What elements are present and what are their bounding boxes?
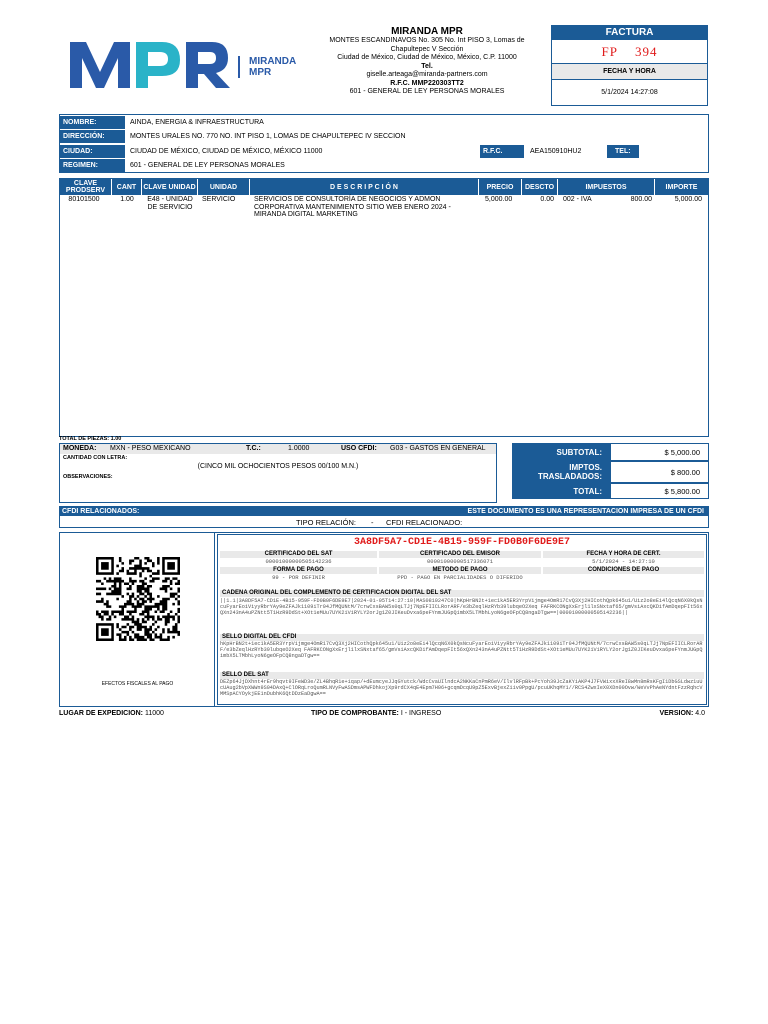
cell-precio: 5,000.00 (485, 196, 513, 203)
lugar-expedicion-label: LUGAR DE EXPEDICION: (59, 710, 144, 717)
condiciones-pago-label: CONDICIONES DE PAGO (543, 567, 704, 574)
receptor-tel-label: TEL: (607, 145, 639, 158)
subtotal-row (512, 443, 709, 461)
fecha-cert-value: 5/1/2024 - 14:27:10 (592, 558, 655, 565)
metodo-pago-label: METODO DE PAGO (379, 567, 541, 574)
cfdi-relacionados-body (60, 517, 708, 528)
col-descto: DESCTO (522, 179, 558, 195)
lugar-expedicion-value: 11000 (144, 710, 164, 717)
uso-cfdi-label: USO CFDI: (341, 445, 377, 452)
receptor-regimen: 601 - GENERAL DE LEY PERSONAS MORALES (130, 162, 285, 169)
cfdi-relacionados (59, 506, 709, 528)
cert-sat-value: 00001000000505142236 (265, 558, 332, 565)
cell-descto: 0.00 (540, 196, 554, 203)
emisor-rfc: R.F.C. MMP220303TT2 (390, 79, 464, 87)
total-value: $ 5,800.00 (610, 483, 709, 499)
tc-value: 1.0000 (288, 445, 310, 452)
cell-clave-prodserv: 80101500 (68, 196, 100, 203)
folio-fiscal-uuid: 3A8DF5A7-CD1E-4B15-959F-FD0B0F6DE9E7 (353, 537, 571, 548)
cfdi-representacion-note: ESTE DOCUMENTO ES UNA REPRESENTACION IMPRESA DE UN CFDI (467, 508, 704, 515)
folio-number: 394 (634, 44, 658, 59)
cfdi-relacionados-title: CFDI RELACIONADOS: (62, 508, 140, 515)
col-impuestos: IMPUESTOS (558, 179, 655, 195)
metodo-pago-value: PPD - PAGO EN PARCIALIDADES O DIFERIDO (397, 574, 523, 581)
forma-pago-label: FORMA DE PAGO (220, 567, 377, 574)
moneda-label: MONEDA: (63, 445, 97, 452)
col-clave-unidad: CLAVE UNIDAD (142, 179, 198, 195)
sello-cfdi-value: hKpHrBN2t+1ec1kA5ER3YrpVijmge4OmR17CvQ3Xj2HICothQpk645u1/Uiz2o8eEi4lQcqN6X0kQsNcuFyarEoiViyyRbrYAy9eZFAJk1109iTr04JfMQUNtM/7crwCxsBAW5s0qLTJj7NpEFIICLRorARF/e3bZeqlHzRYb39lubqeO2Xeq FAFRKCONgXxErjl1lxSNxtaf65/gmVsiAxcQKDifAmDqepFIt56xQXn243nA4uPZNtt5T1HzR9DdSt+XOt1eMUu7UYK2iViRYLY2orJg1Z0JIKeuDvxa6peFYnmJUGpQimbX5LTMbhLyoN6geOFpCQ8ngaDTgw== (220, 641, 703, 660)
sat-timbre (59, 532, 709, 707)
brand-text-line2: MPR (249, 67, 272, 78)
qr-code-icon (96, 557, 180, 641)
total-row (512, 483, 709, 499)
receptor-rfc-label: R.F.C. (480, 145, 524, 158)
fecha-hora-value: 5/1/2024 14:27:08 (601, 89, 658, 96)
receptor-ciudad-label: CIUDAD: (60, 145, 125, 158)
factura-title: FACTURA (552, 26, 707, 40)
moneda-value: MXN - PESO MEXICANO (110, 445, 191, 452)
receptor-direccion: MONTES URALES NO. 770 NO. INT PISO 1, LOMAS DE CHAPULTEPEC IV SECCION (130, 133, 406, 140)
tc-label: T.C.: (246, 445, 261, 452)
impuestos-value: $ 800.00 (610, 461, 709, 483)
brand-text-line1: MIRANDA (249, 56, 297, 67)
forma-pago-value: 99 - POR DEFINIR (272, 574, 325, 581)
footer (59, 709, 709, 719)
col-clave-prodserv: CLAVE PRODSERV (60, 179, 112, 195)
col-precio: PRECIO (479, 179, 522, 195)
cert-emisor-label: CERTIFICADO DEL EMISOR (379, 551, 541, 558)
cadena-original-value: ||1.1|3A8DF5A7-CD1E-4B15-959F-FD0B0F6DE9E7|2024-01-05T14:27:10|MAS0810247C0|hKpHrBN2t+1ec1kA5ER3YrpVijmge4OmR17CvQ3Xj2HICothQpk645u1/Uiz2o8eEi4lQcqN6X0kQsNcuFyarEoiViyyRbrYAy9eZFAJk1109iTr04JfMQUNtM/7crwCxsBAW5s0qLTJj7NpEFIICLRorARF/e3bZeqlHzRYb39lubqeO2Xeq FAFRKCONgXxErjl1lxSNxtaf65/gmVsiAxcQKDifAmDqepFIt56xQXn243nA4uPZNtt5T1HzR9DdSt+XOt1eMUu7UYK2iViRYLY2orJg1Z0JIKeuDvxa6peFYnmJUGpQimbX5LTMbhLyoN6geOFpCQ8ngaDTgw==|00001000000505142236|| (220, 598, 703, 617)
lugar-expedicion (59, 709, 164, 719)
tipo-comprobante (311, 709, 441, 719)
cell-descripcion: SERVICIOS DE CONSULTORÍA DE NEGOCIOS Y ADMON CORPORATIVA MANTENIMIENTO SITIO WEB ENERO 2024 - MIRANDA DIGITAL MARKETING (254, 196, 451, 218)
cert-emisor-value: 00001000000517336071 (426, 558, 493, 565)
cell-impuesto-monto: 800.00 (630, 196, 652, 203)
brand-text (249, 56, 296, 78)
version-value: 4.0 (695, 710, 705, 717)
receptor-rfc: AEA150910HU2 (530, 148, 582, 155)
cell-unidad: SERVICIO (202, 196, 236, 203)
observaciones-label: OBSERVACIONES: (63, 474, 113, 480)
receptor-nombre: AINDA, ENERGIA & INFRAESTRUCTURA (130, 119, 264, 126)
moneda-box (59, 443, 497, 503)
tipo-comprobante-label: TIPO DE COMPROBANTE: (311, 710, 399, 717)
emisor-email: giselle.arteaga@miranda-partners.com (366, 71, 488, 78)
receptor-ciudad: CIUDAD DE MÉXICO, CIUDAD DE MÉXICO, MÉXICO 11000 (130, 148, 323, 155)
col-cant: CANT (112, 179, 142, 195)
emisor-name: MIRANDA MPR (391, 26, 463, 37)
cantidad-letra-label: CANTIDAD CON LETRA: (63, 455, 128, 461)
folio-serie: FP (601, 44, 618, 59)
emisor-address-3: Ciudad de México, Ciudad de México, México, C.P. 11000 (337, 54, 517, 61)
tipo-comprobante-value: I - INGRESO (400, 710, 442, 717)
cell-importe: 5,000.00 (674, 196, 702, 203)
qr-caption: EFECTOS FISCALES AL PAGO (101, 681, 174, 687)
emisor-regimen: 601 - GENERAL DE LEY PERSONAS MORALES (349, 88, 505, 95)
version (659, 709, 705, 719)
tipo-relacion-value: - (371, 518, 374, 527)
items-table-header (60, 179, 708, 195)
company-logo (62, 28, 312, 98)
cadena-original-label: CADENA ORIGINAL DEL COMPLEMENTO DE CERTIFICACION DIGITAL DEL SAT (220, 590, 704, 597)
total-piezas: TOTAL DE PIEZAS: 1.00 (59, 436, 122, 442)
uso-cfdi-value: G03 - GASTOS EN GENERAL (390, 445, 486, 452)
qr-area (60, 533, 215, 706)
emisor-address-1: MONTES ESCANDINAVOS No. 305 No. Int PISO 3, Lomas de (329, 37, 525, 44)
col-importe: IMPORTE (665, 183, 698, 191)
emisor-address-2: Chapultepec V Sección (390, 45, 464, 53)
sello-sat-value: DEZp64JjDXhnt4rEr9hqvt9IFeWD3e/ZL4BhqR1e+iqap/+dEumcyeJJqGYutck/WdcCvaUIlndcA2NKKaCnPmR6eV/IlvlRFpBk+PcYoh39JcZaKYiAKP4J7FVWixxXReI8wMn8mRsKFgI1DbGSLdwz1uUcUAug2bVpXWWn9S04DAxQ+ClORqLroQumRLNVyFwASDmsAPWFDhkojXp9rdCX4qE4Epm7H06+gcqmDcqU9pZ5ExvBjexZiiv0PpgU/pcuUKhqMY1//RCS4ZwxIeX0XDn00Ovw/WeVvPhAeNYdntFzzRqhcVMMSpACYOykjEE1nDubhK6QtDDzEaDgwA== (220, 679, 703, 698)
emisor-info (312, 26, 542, 97)
cell-impuesto-tipo: 002 - IVA (563, 196, 592, 203)
cfdi-relacionado-label: CFDI RELACIONADO: (386, 518, 463, 527)
total-label: TOTAL: (512, 483, 610, 499)
cell-clave-unidad: E48 - UNIDAD DE SERVICIO (147, 196, 193, 211)
receptor-box (59, 114, 709, 173)
receptor-regimen-label: REGIMEN: (60, 159, 125, 172)
sello-cfdi-label: SELLO DIGITAL DEL CFDI (220, 634, 704, 641)
sat-info (217, 534, 707, 705)
col-descripcion: D E S C R I P C I Ó N (250, 179, 479, 195)
cantidad-letra: (CINCO MIL OCHOCIENTOS PESOS 00/100 M.N.) (197, 463, 359, 470)
col-unidad: UNIDAD (198, 179, 250, 195)
moneda-row (60, 444, 496, 454)
version-label: VERSION: (659, 710, 694, 717)
cfdi-relacionados-header (60, 507, 708, 516)
cell-cant: 1.00 (120, 196, 134, 203)
totals-box (512, 443, 709, 503)
cert-sat-label: CERTIFICADO DEL SAT (220, 551, 377, 558)
receptor-direccion-label: DIRECCIÓN: (60, 130, 125, 143)
factura-box (551, 25, 708, 106)
impuestos-row (512, 461, 709, 483)
fecha-cert-label: FECHA Y HORA DE CERT. (543, 551, 704, 558)
sello-sat-label: SELLO DEL SAT (220, 672, 704, 679)
subtotal-label: SUBTOTAL: (512, 443, 610, 461)
impuestos-label: IMPTOS. TRASLADADOS: (512, 461, 610, 483)
tipo-relacion-label: TIPO RELACIÓN: (296, 518, 357, 527)
items-table (59, 178, 709, 437)
emisor-tel: Tel. (421, 62, 433, 70)
subtotal-value: $ 5,000.00 (610, 443, 709, 461)
folio (552, 40, 707, 64)
receptor-nombre-label: NOMBRE: (60, 116, 125, 129)
fecha-hora-label: FECHA Y HORA (552, 64, 707, 80)
